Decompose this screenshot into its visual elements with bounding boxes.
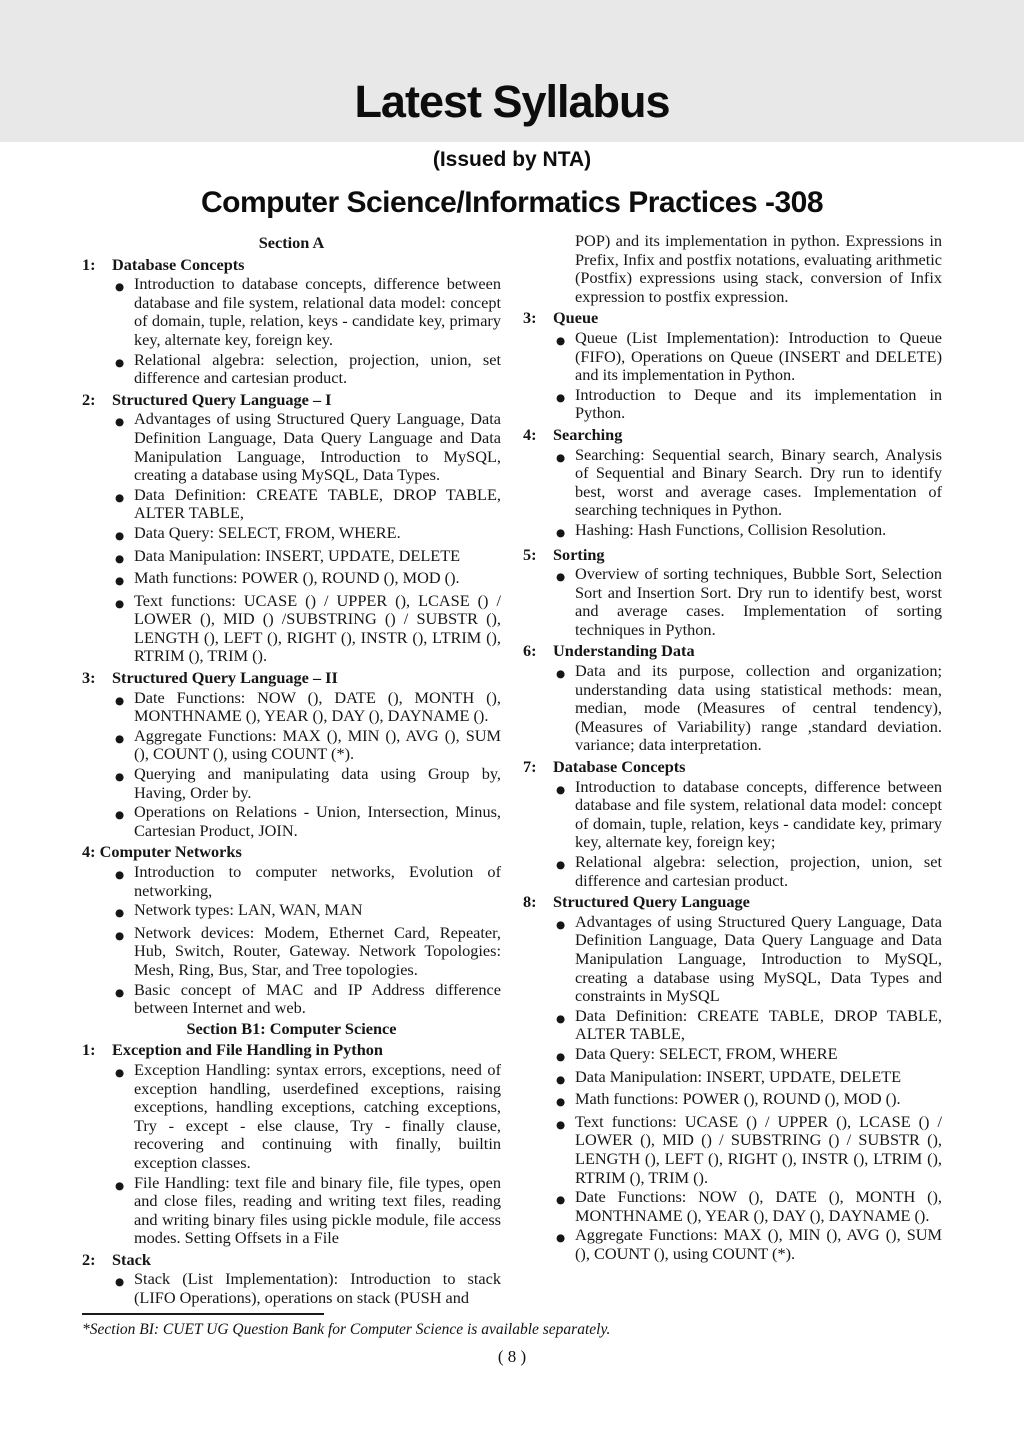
bullet-item	[82, 1174, 501, 1248]
bullet-icon: ●	[115, 281, 125, 294]
left-column	[82, 232, 501, 1308]
bullet-item	[523, 565, 942, 639]
bullet-text: Basic concept of MAC and IP Address difference between Internet and web.	[134, 979, 501, 1018]
bullet-icon: ●	[115, 1179, 125, 1192]
bullet-item	[82, 547, 501, 569]
topic-title: Understanding Data	[553, 641, 695, 661]
bullet-item	[82, 410, 501, 484]
bullet-item	[523, 329, 942, 385]
topic-number: 5:	[523, 544, 537, 564]
bullet-icon: ●	[115, 929, 125, 942]
bullet-icon: ●	[115, 869, 125, 881]
section-heading: Section B1: Computer Science	[186, 1018, 397, 1038]
bullet-item	[523, 1068, 942, 1090]
topic-heading	[82, 1251, 501, 1270]
bullet-text: Data Definition: CREATE TABLE, DROP TABLE, ALTER TABLE,	[134, 484, 501, 523]
bullet-text: Data Manipulation: INSERT, UPDATE, DELETE	[134, 545, 461, 565]
bullet-item	[82, 569, 501, 591]
bullet-item	[82, 351, 501, 388]
topic-heading	[82, 391, 501, 410]
bullet-icon: ●	[556, 1096, 566, 1109]
bullet-text: Relational algebra: selection, projection, union, set difference and cartesian product.	[575, 852, 942, 890]
bullet-icon: ●	[115, 529, 125, 542]
topic-number: 4:	[523, 424, 537, 444]
bullet-item	[523, 386, 942, 423]
bullet-item	[523, 1045, 942, 1067]
bullet-text: Data Manipulation: INSERT, UPDATE, DELETE	[575, 1066, 902, 1086]
bullet-item	[82, 524, 501, 546]
topic-number: 1:	[82, 254, 96, 274]
bullet-text: Relational algebra: selection, projection, union, set difference and cartesian product.	[134, 349, 501, 388]
bullet-text: Introduction to database concepts, difference between database and file system, relational data model: concept of domain, tuple, relation, keys - candidate key, primary key, alternate key, foreign key;	[575, 776, 942, 852]
bullet-icon: ●	[556, 783, 566, 796]
bullet-icon: ●	[115, 552, 125, 565]
topic-title: Exception and File Handling in Python	[112, 1040, 383, 1060]
topic-heading	[82, 1041, 501, 1060]
bullet-text: Queue (List Implementation): Introduction to Queue (FIFO), Operations on Queue (INSERT and DELETE) and its implementation in Python.	[575, 327, 942, 385]
bullet-text: Advantages of using Structured Query Language, Data Definition Language, Data Query Language and Data Manipulation Language, Introduction to MySQL, creating a database using MySQL, Data Types and constraints in MySQL	[575, 911, 942, 1006]
bullet-icon: ●	[115, 907, 125, 920]
topic-number: 7:	[523, 757, 537, 777]
topic-heading	[523, 309, 942, 328]
bullet-icon: ●	[556, 1050, 566, 1063]
bullet-text: Date Functions: NOW (), DATE (), MONTH (), MONTHNAME (), YEAR (), DAY (), DAYNAME ().	[134, 687, 501, 726]
bullet-icon: ●	[115, 1066, 125, 1079]
bullet-text: Overview of sorting techniques, Bubble Sort, Selection Sort and Insertion Sort. Dry run to identify best, worst and average cases. Implementation of sorting techniques in Python.	[575, 564, 942, 639]
bullet-text: Network devices: Modem, Ethernet Card, Repeater, Hub, Switch, Router, Gateway. Network Topologies: Mesh, Ring, Bus, Star, and Tree topologies.	[134, 922, 501, 979]
bullet-item	[82, 1061, 501, 1173]
topic-number: 2:	[82, 1249, 96, 1269]
bullet-item	[523, 446, 942, 520]
bullet-item	[523, 1090, 942, 1112]
footnote-rule	[82, 1313, 324, 1315]
bullet-icon: ●	[556, 1232, 566, 1245]
topic-number: 1:	[82, 1040, 96, 1060]
bullet-icon: ●	[115, 491, 125, 504]
bullet-item	[523, 662, 942, 755]
bullet-text: Data Query: SELECT, FROM, WHERE	[575, 1043, 838, 1063]
bullet-item	[82, 1270, 501, 1307]
bullet-item	[82, 981, 501, 1018]
bullet-item	[82, 924, 501, 980]
topic-heading: 4: Computer Networks	[82, 842, 242, 862]
topic-title: Database Concepts	[112, 254, 245, 274]
bullet-text: Data Query: SELECT, FROM, WHERE.	[134, 522, 401, 542]
bullet-item	[82, 727, 501, 764]
topic-title: Sorting	[553, 544, 605, 564]
bullet-text: Advantages of using Structured Query Language, Data Definition Language, Data Query Language and Data Manipulation Language, Introduction to MySQL, creating a database using MySQL, Data Types.	[134, 409, 501, 485]
bullet-text: Introduction to database concepts, difference between database and file system, relational data model: concept of domain, tuple, relation, keys - candidate key, primary key, alternate key, foreign key.	[134, 274, 501, 349]
topic-title: Database Concepts	[553, 757, 686, 777]
course-title: Computer Science/Informatics Practices -308	[200, 186, 824, 219]
bullet-icon: ●	[115, 575, 125, 588]
bullet-text: Exception Handling: syntax errors, exceptions, need of exception handling, userdefined exceptions, raising exceptions, handling exceptions, catching exceptions, Try - except - else clause, Try - finally clause, recovering and continuing with finally, builtin exception classes.	[134, 1059, 501, 1172]
bullet-text: Operations on Relations - Union, Intersection, Minus, Cartesian Product, JOIN.	[134, 802, 501, 840]
bullet-icon: ●	[115, 694, 125, 707]
topic-heading	[523, 642, 942, 661]
bullet-text: Aggregate Functions: MAX (), MIN (), AVG (), SUM (), COUNT (), using COUNT (*).	[575, 1225, 942, 1263]
bullet-icon: ●	[556, 1012, 566, 1025]
page-footer	[82, 1313, 942, 1367]
bullet-icon: ●	[115, 771, 125, 784]
bullet-text: Aggregate Functions: MAX (), MIN (), AVG (), SUM (), COUNT (), using COUNT (*).	[134, 725, 501, 764]
bullet-item	[523, 778, 942, 852]
bullet-icon: ●	[556, 391, 566, 404]
issued-by-subtitle: (Issued by NTA)	[432, 148, 592, 171]
bullet-icon: ●	[556, 1073, 566, 1086]
topic-number: 2:	[82, 389, 96, 409]
bullet-item	[523, 521, 942, 543]
bullet-item	[523, 1188, 942, 1225]
page-number: ( 8 )	[497, 1347, 527, 1366]
bullet-item	[82, 275, 501, 349]
bullet-icon: ●	[556, 526, 566, 539]
bullet-text: File Handling: text file and binary file, file types, open and close files, reading and writing text files, reading and writing binary files using pickle module, file access modes. Setting Offsets in a File	[134, 1172, 501, 1248]
bullet-item	[523, 913, 942, 1006]
bullet-item	[82, 901, 501, 923]
bullet-text: Text functions: UCASE () / UPPER (), LCASE () / LOWER (), MID () /SUBSTRING () / SUBSTR (), LENGTH (), LEFT (), RIGHT (), INSTR (), LTRIM (), RTRIM (), TRIM ().	[134, 590, 501, 666]
topic-heading	[523, 426, 942, 445]
bullet-text: Date Functions: NOW (), DATE (), MONTH (), MONTHNAME (), YEAR (), DAY (), DAYNAME ().	[575, 1187, 942, 1225]
bullet-icon: ●	[556, 1118, 566, 1131]
bullet-icon: ●	[115, 809, 125, 822]
bullet-icon: ●	[556, 334, 566, 347]
bullet-text: Data Definition: CREATE TABLE, DROP TABLE, ALTER TABLE,	[575, 1005, 942, 1044]
section-heading: Section A	[258, 233, 325, 252]
topic-heading	[523, 546, 942, 565]
bullet-text: Introduction to computer networks, Evolution of networking,	[134, 862, 501, 900]
footnote-text: *Section BI: CUET UG Question Bank for Computer Science is available separately.	[82, 1321, 611, 1338]
bullet-item	[523, 1226, 942, 1263]
bullet-item	[82, 486, 501, 523]
bullet-icon: ●	[115, 416, 125, 429]
bullet-text: Hashing: Hash Functions, Collision Resolution.	[575, 519, 887, 539]
bullet-icon: ●	[556, 1194, 566, 1207]
bullet-item	[523, 853, 942, 890]
bullet-icon: ●	[115, 986, 125, 999]
continued-paragraph: POP) and its implementation in python. Expressions in Prefix, Infix and postfix notations, evaluating arithmetic (Postfix) expressions using stack, conversion of Infix expression to postfix expression.	[575, 231, 942, 306]
topic-title: Searching	[553, 424, 623, 444]
topic-title: Structured Query Language	[553, 892, 750, 912]
bullet-icon: ●	[115, 356, 125, 369]
bullet-item	[82, 803, 501, 840]
bullet-item	[523, 1007, 942, 1044]
bullet-icon: ●	[556, 451, 566, 464]
topic-heading	[523, 893, 942, 912]
bullet-item	[82, 863, 501, 900]
topic-heading	[82, 256, 501, 275]
bullet-icon: ●	[556, 859, 566, 871]
topic-number: 6:	[523, 641, 537, 661]
bullet-icon: ●	[115, 1276, 125, 1289]
bullet-text: Network types: LAN, WAN, MAN	[134, 900, 363, 920]
bullet-text: Introduction to Deque and its implementation in Python.	[575, 384, 942, 423]
bullet-text: Data and its purpose, collection and organization; understanding data using statistical methods: mean, median, mode (Measures of central tendency), (Measures of Variability) range ,standard deviation. variance; data interpretation.	[575, 661, 942, 755]
bullet-text: Querying and manipulating data using Group by, Having, Order by.	[134, 764, 501, 802]
topic-number: 3:	[82, 668, 96, 688]
right-column	[523, 232, 942, 1308]
topic-number: 8:	[523, 892, 537, 912]
topic-title: Structured Query Language – I	[112, 389, 332, 409]
bullet-item	[82, 592, 501, 666]
bullet-item	[523, 1113, 942, 1187]
topic-title: Stack	[112, 1249, 151, 1269]
syllabus-columns	[82, 232, 942, 1308]
page-title: Latest Syllabus	[354, 76, 670, 127]
bullet-text: Stack (List Implementation): Introduction to stack (LIFO Operations), operations on stack (PUSH and	[134, 1269, 501, 1308]
topic-number: 3:	[523, 308, 537, 328]
bullet-icon: ●	[556, 571, 566, 584]
topic-title: Queue	[553, 308, 599, 328]
bullet-icon: ●	[556, 918, 566, 931]
bullet-icon: ●	[115, 732, 125, 745]
topic-title: Structured Query Language – II	[112, 668, 338, 688]
bullet-item	[82, 765, 501, 802]
topic-heading	[523, 758, 942, 777]
bullet-item	[82, 689, 501, 726]
topic-heading	[82, 669, 501, 688]
bullet-text: Text functions: UCASE () / UPPER (), LCASE () / LOWER (), MID () / SUBSTRING () / SUBSTR (), LENGTH (), LEFT (), RIGHT (), INSTR (), LTRIM (), RTRIM (), TRIM ().	[575, 1111, 942, 1187]
bullet-text: Searching: Sequential search, Binary search, Analysis of Sequential and Binary Search. Dry run to identify best, worst and average cases. Implementation of searching techniques in Python.	[575, 444, 942, 520]
bullet-icon: ●	[556, 668, 566, 681]
bullet-text: Math functions: POWER (), ROUND (), MOD ().	[575, 1089, 901, 1109]
bullet-icon: ●	[115, 597, 125, 610]
bullet-text: Math functions: POWER (), ROUND (), MOD ().	[134, 568, 460, 588]
